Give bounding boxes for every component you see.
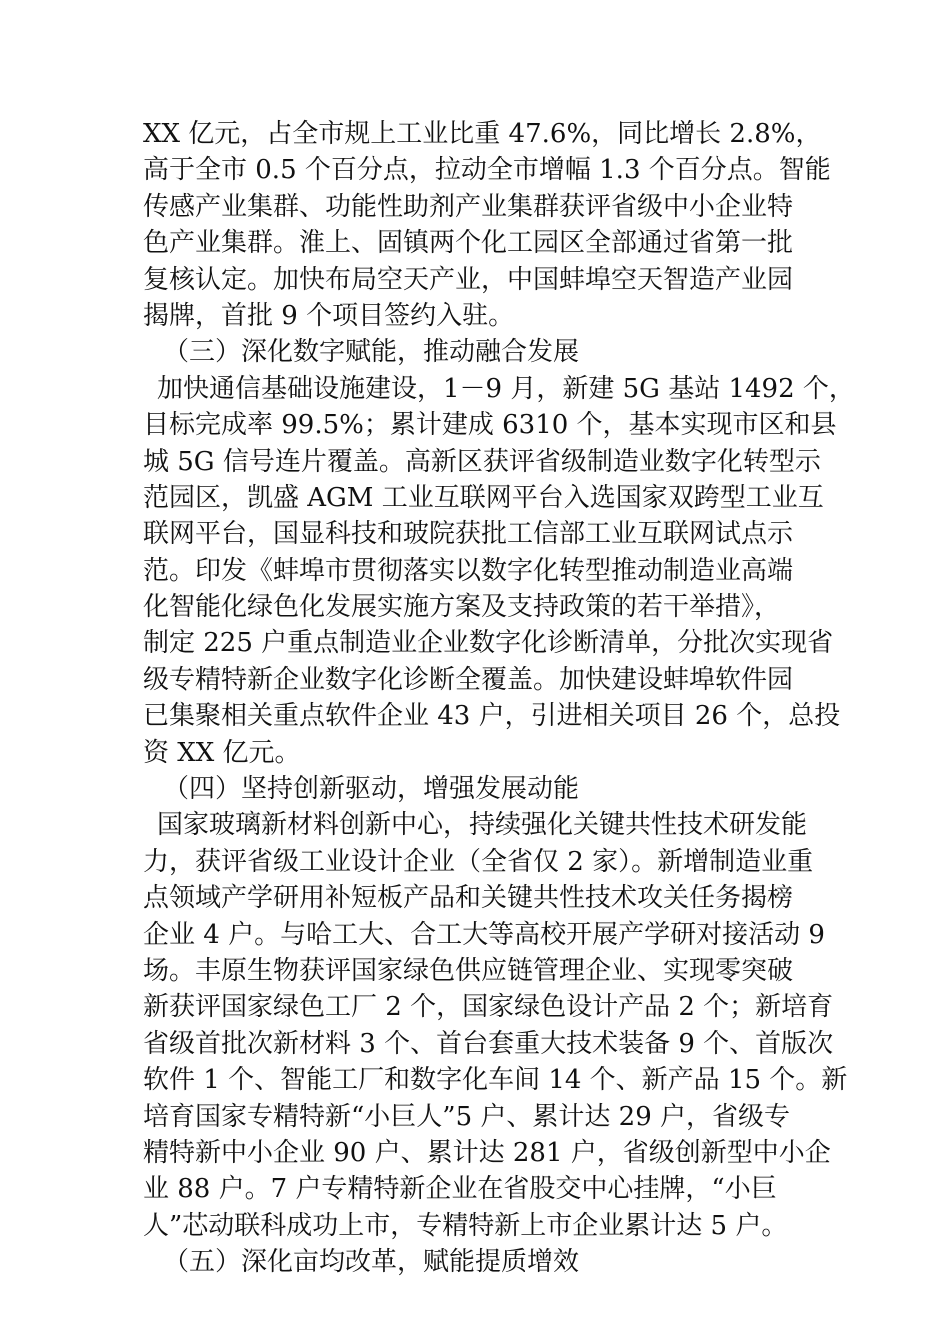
text-line: 企业 4 户。与哈工大、合工大等高校开展产学研对接活动 9 bbox=[143, 919, 825, 950]
text-line: XX 亿元，占全市规上工业比重 47.6%，同比增长 2.8%， bbox=[143, 119, 822, 149]
text-line: 目标完成率 99.5%；累计建成 6310 个，基本实现市区和县 bbox=[143, 410, 837, 441]
text-line: 色产业集群。淮上、固镇两个化工园区全部通过省第一批 bbox=[143, 228, 794, 259]
text-line: 软件 1 个、智能工厂和数字化车间 14 个、新产品 15 个。新 bbox=[143, 1065, 848, 1096]
text-line: 业 88 户。7 户专精特新企业在省股交中心挂牌，“小巨 bbox=[143, 1174, 777, 1205]
text-line: 点领域产学研用补短板产品和关键共性技术攻关任务揭榜 bbox=[143, 883, 794, 914]
paragraph-innovation bbox=[143, 807, 848, 1244]
text-line: 复核认定。加快布局空天产业，中国蚌埠空天智造产业园 bbox=[143, 264, 794, 295]
text-line: 范。印发《蚌埠市贯彻落实以数字化转型推动制造业高端 bbox=[143, 555, 794, 586]
text-line: 联网平台，国显科技和玻院获批工信部工业互联网试点示 bbox=[143, 519, 794, 550]
text-line: 化智能化绿色化发展实施方案及支持政策的若干举措》， bbox=[143, 592, 781, 623]
paragraph-industry bbox=[143, 116, 831, 334]
text-line: 揭牌，首批 9 个项目签约入驻。 bbox=[143, 300, 515, 331]
text-line: 加快通信基础设施建设，1－9 月，新建 5G 基站 1492 个， bbox=[157, 373, 855, 404]
text-line: 场。丰原生物获评国家绿色供应链管理企业、实现零突破 bbox=[143, 955, 794, 986]
text-line: 级专精特新企业数字化诊断全覆盖。加快建设蚌埠软件园 bbox=[143, 664, 794, 695]
text-line: 省级首批次新材料 3 个、首台套重大技术装备 9 个、首版次 bbox=[143, 1028, 834, 1059]
text-line: 制定 225 户重点制造业企业数字化诊断清单，分批次实现省 bbox=[143, 628, 834, 659]
text-line: 高于全市 0.5 个百分点，拉动全市增幅 1.3 个百分点。智能 bbox=[143, 155, 831, 186]
paragraph-digital bbox=[143, 371, 855, 771]
text-line: 力，获评省级工业设计企业（全省仅 2 家）。新增制造业重 bbox=[143, 846, 814, 877]
text-line: 范园区，凯盛 AGM 工业互联网平台入选国家双跨型工业互 bbox=[143, 482, 824, 513]
text-line: 城 5G 信号连片覆盖。高新区获评省级制造业数字化转型示 bbox=[143, 446, 821, 477]
text-line: 人”芯动联科成功上市，专精特新上市企业累计达 5 户。 bbox=[143, 1210, 788, 1241]
text-line: 精特新中小企业 90 户、累计达 281 户，省级创新型中小企 bbox=[143, 1137, 831, 1168]
text-line: 已集聚相关重点软件企业 43 户，引进相关项目 26 个，总投 bbox=[143, 701, 841, 732]
text-line: 资 XX 亿元。 bbox=[143, 737, 301, 768]
document-body bbox=[143, 116, 855, 1281]
text-line: 传感产业集群、功能性助剂产业集群获评省级中小企业特 bbox=[143, 191, 794, 222]
section-heading-4: （四）坚持创新驱动，增强发展动能 bbox=[163, 774, 580, 805]
text-line: 培育国家专精特新“小巨人”5 户、累计达 29 户，省级专 bbox=[143, 1101, 791, 1132]
text-line: 新获评国家绿色工厂 2 个，国家绿色设计产品 2 个；新培育 bbox=[143, 992, 834, 1023]
section-heading-5: （五）深化亩均改革，赋能提质增效 bbox=[163, 1247, 580, 1278]
text-line: 国家玻璃新材料创新中心，持续强化关键共性技术研发能 bbox=[157, 810, 808, 841]
section-heading-3: （三）深化数字赋能，推动融合发展 bbox=[163, 337, 580, 368]
